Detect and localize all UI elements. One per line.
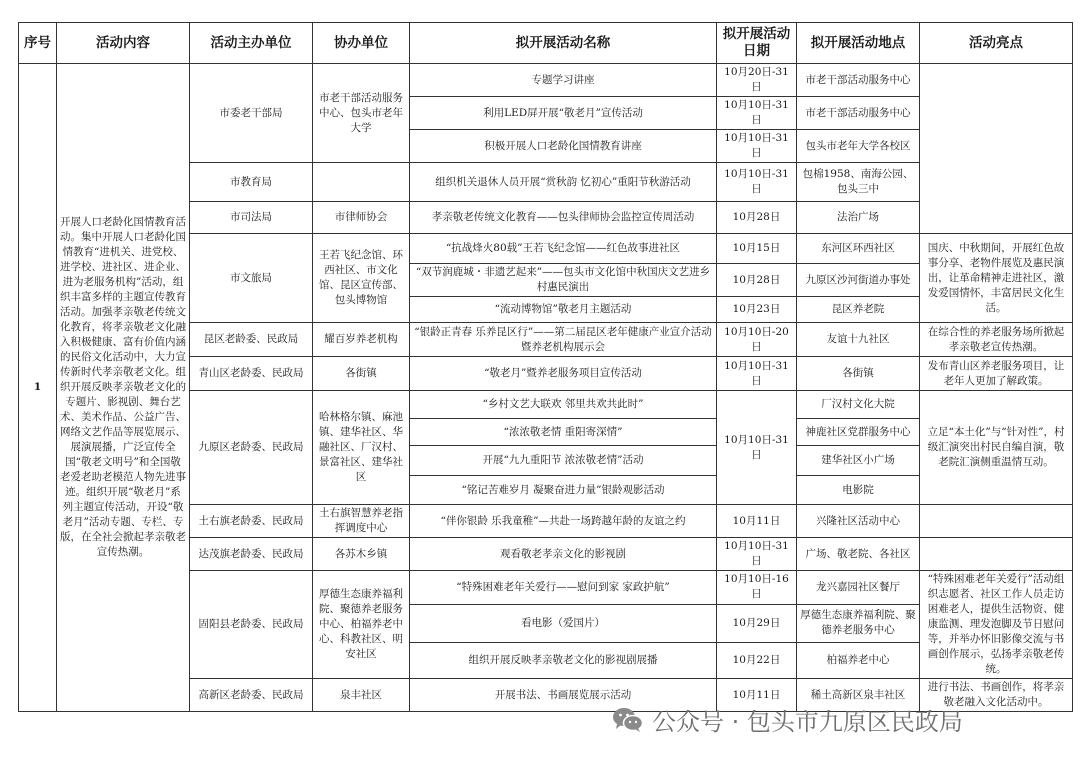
co-unit: 厚德生态康养福利院、聚德养老服务中心、柏福养老中心、科教社区、明安社区 xyxy=(313,571,410,679)
co-unit: 各街镇 xyxy=(313,357,410,391)
activity-name: “伴你银龄 乐我童稚”—共赴一场跨越年龄的友谊之约 xyxy=(410,505,717,538)
activity-place: 建华社区小广场 xyxy=(797,446,920,476)
co-unit: 耀百岁养老机构 xyxy=(313,323,410,357)
activity-place: 兴隆社区活动中心 xyxy=(797,505,920,538)
activity-place: 友谊十九社区 xyxy=(797,323,920,357)
activity-place: 广场、敬老院、各社区 xyxy=(797,538,920,571)
table-row xyxy=(19,64,1073,97)
host-unit: 市教育局 xyxy=(190,163,313,202)
activity-name: “银龄正青春 乐养昆区行”——第二届昆区老年健康产业宣介活动暨养老机构展示会 xyxy=(410,323,717,357)
activity-date: 10月20日-31日 xyxy=(717,64,797,97)
co-unit xyxy=(313,163,410,202)
activity-plan-table xyxy=(18,22,1073,712)
co-unit: 王若飞纪念馆、环西社区、市文化馆、昆区宣传部、包头博物馆 xyxy=(313,234,410,323)
activity-name: 观看敬老孝亲文化的影视剧 xyxy=(410,538,717,571)
header-high: 活动亮点 xyxy=(920,23,1073,64)
activity-highlight xyxy=(920,505,1073,538)
activity-date: 10月11日 xyxy=(717,679,797,712)
activity-place: 九原区沙河街道办事处 xyxy=(797,264,920,297)
co-unit: 哈林格尔镇、麻池镇、建华社区、华融社区、厂汉村、景富社区、建华社区 xyxy=(313,391,410,505)
activity-name: 组织机关退休人员开展“赏秋韵 忆初心”重阳节秋游活动 xyxy=(410,163,717,202)
activity-date: 10月28日 xyxy=(717,202,797,234)
activity-place: 东河区环西社区 xyxy=(797,234,920,264)
activity-place: 电影院 xyxy=(797,476,920,505)
activity-name: 开展“九九重阳节 浓浓敬老情”活动 xyxy=(410,446,717,476)
host-unit: 九原区老龄委、民政局 xyxy=(190,391,313,505)
activity-date: 10月23日 xyxy=(717,297,797,323)
co-unit: 市律师协会 xyxy=(313,202,410,234)
host-unit: 土右旗老龄委、民政局 xyxy=(190,505,313,538)
header-seq: 序号 xyxy=(19,23,57,64)
co-unit: 各苏木乡镇 xyxy=(313,538,410,571)
activity-date: 10月22日 xyxy=(717,642,797,678)
activity-highlight: 立足“本土化”与“针对性”，村级汇演突出村民自编自演，敬老院汇演侧重温情互动。 xyxy=(920,391,1073,505)
activity-place: 法治广场 xyxy=(797,202,920,234)
header-host: 活动主办单位 xyxy=(190,23,313,64)
activity-highlight xyxy=(920,538,1073,571)
activity-highlight: 发布青山区养老服务项目，让老年人更加了解政策。 xyxy=(920,357,1073,391)
activity-name: 看电影（爱国片） xyxy=(410,604,717,642)
activity-name: 组织开展反映孝亲敬老文化的影视剧展播 xyxy=(410,642,717,678)
activity-date: 10月10日-31日 xyxy=(717,538,797,571)
activity-place: 昆区养老院 xyxy=(797,297,920,323)
activity-name: “流动博物馆”敬老月主题活动 xyxy=(410,297,717,323)
watermark xyxy=(612,702,963,737)
header-co: 协办单位 xyxy=(313,23,410,64)
activity-name: “敬老月”暨养老服务项目宣传活动 xyxy=(410,357,717,391)
co-unit: 市老干部活动服务中心、包头市老年大学 xyxy=(313,64,410,163)
activity-date: 10月29日 xyxy=(717,604,797,642)
activity-name: 开展书法、书画展览展示活动 xyxy=(410,679,717,712)
activity-highlight: “特殊困难老年关爱行”活动组织志愿者、社区工作人员走访困难老人，提供生活物资、健康监测、理发泡脚及节日慰问等，并举办怀旧影像交流与书画创作展示，弘扬孝亲敬老传统。 xyxy=(920,571,1073,679)
header-date: 拟开展活动日期 xyxy=(717,23,797,64)
activity-name: “乡村文艺大联欢 邻里共欢共此时” xyxy=(410,391,717,419)
activity-name: 积极开展人口老龄化国情教育讲座 xyxy=(410,130,717,163)
host-unit: 固阳县老龄委、民政局 xyxy=(190,571,313,679)
host-unit: 高新区老龄委、民政局 xyxy=(190,679,313,712)
activity-place: 稀土高新区泉丰社区 xyxy=(797,679,920,712)
activity-date: 10月10日-31日 xyxy=(717,97,797,130)
activity-name: “抗战烽火80载”王若飞纪念馆——红色故事进社区 xyxy=(410,234,717,264)
activity-place: 厂汉村文化大院 xyxy=(797,391,920,419)
activity-date: 10月10日-16日 xyxy=(717,571,797,605)
activity-name: 利用LED屏开展“敬老月”宣传活动 xyxy=(410,97,717,130)
header-name: 拟开展活动名称 xyxy=(410,23,717,64)
activity-date: 10月10日-20日 xyxy=(717,323,797,357)
activity-highlight: 国庆、中秋期间，开展红色故事分享、老物件展览及惠民演出，让革命精神走进社区，激发爱国情怀，丰富居民文化生活。 xyxy=(920,234,1073,323)
activity-name: “双节润鹿城・非遗艺起来”——包头市文化馆中秋国庆文艺进乡村惠民演出 xyxy=(410,264,717,297)
activity-place: 柏福养老中心 xyxy=(797,642,920,678)
header-place: 拟开展活动地点 xyxy=(797,23,920,64)
activity-date: 10月10日-31日 xyxy=(717,163,797,202)
activity-highlight: 进行书法、书画创作，将孝亲敬老融入文化活动中。 xyxy=(920,679,1073,712)
co-unit: 土右旗智慧养老指挥调度中心 xyxy=(313,505,410,538)
activity-place: 包棉1958、南海公园、包头三中 xyxy=(797,163,920,202)
co-unit: 泉丰社区 xyxy=(313,679,410,712)
activity-name: “特殊困难老年关爱行——慰问到家 家政护航” xyxy=(410,571,717,605)
host-unit: 青山区老龄委、民政局 xyxy=(190,357,313,391)
activity-date: 10月10日-31日 xyxy=(717,357,797,391)
activity-name: 专题学习讲座 xyxy=(410,64,717,97)
header-content: 活动内容 xyxy=(57,23,190,64)
activity-place: 包头市老年大学各校区 xyxy=(797,130,920,163)
host-unit: 市文旅局 xyxy=(190,234,313,323)
activity-place: 市老干部活动服务中心 xyxy=(797,97,920,130)
activity-place: 神鹿社区党群服务中心 xyxy=(797,419,920,446)
host-unit: 达茂旗老龄委、民政局 xyxy=(190,538,313,571)
activity-date: 10月10日-31日 xyxy=(717,391,797,505)
activity-name: “浓浓敬老情 重阳寄深情” xyxy=(410,419,717,446)
activity-highlight xyxy=(920,64,1073,234)
host-unit: 市委老干部局 xyxy=(190,64,313,163)
activity-place: 厚德生态康养福利院、聚德养老服务中心 xyxy=(797,604,920,642)
host-unit: 市司法局 xyxy=(190,202,313,234)
activity-content: 开展人口老龄化国情教育活动。集中开展人口老龄化国情教育“进机关、进党校、进学校、进社区、进企业、进为老服务机构”活动，组织丰富多样的主题宣传教育活动。加强孝亲敬老传统文化教育，将孝亲敬老文化融入积极健康、富有价值内涵的民俗文化活动中，大力宣传新时代孝亲敬老文化。组织开展反映孝亲敬老文化的专题片、影视剧、舞台艺术、美术作品、公益广告、网络文艺作品等展览展示、展演展播，广泛宣传全国“敬老文明号”和全国敬老爱老助老模范人物先进事迹。组织开展“敬老月”系列主题宣传活动，开设“敬老月”活动专题、专栏、专版，在全社会掀起孝亲敬老宣传热潮。 xyxy=(57,64,190,712)
activity-date: 10月11日 xyxy=(717,505,797,538)
activity-name: 孝亲敬老传统文化教育——包头律师协会监控宣传周活动 xyxy=(410,202,717,234)
activity-highlight: 在综合性的养老服务场所掀起孝亲敬老宣传热潮。 xyxy=(920,323,1073,357)
activity-date: 10月10日-31日 xyxy=(717,130,797,163)
activity-date: 10月15日 xyxy=(717,234,797,264)
activity-place: 各街镇 xyxy=(797,357,920,391)
host-unit: 昆区老龄委、民政局 xyxy=(190,323,313,357)
activity-place: 市老干部活动服务中心 xyxy=(797,64,920,97)
row-seq: 1 xyxy=(19,64,57,712)
table-header-row xyxy=(19,23,1073,64)
watermark-text: 公众号 · 包头市九原区民政局 xyxy=(652,708,963,736)
wechat-icon xyxy=(612,706,644,734)
activity-name: “铭记苦难岁月 凝聚奋进力量”银龄观影活动 xyxy=(410,476,717,505)
activity-place: 龙兴嘉园社区餐厅 xyxy=(797,571,920,605)
activity-date: 10月28日 xyxy=(717,264,797,297)
